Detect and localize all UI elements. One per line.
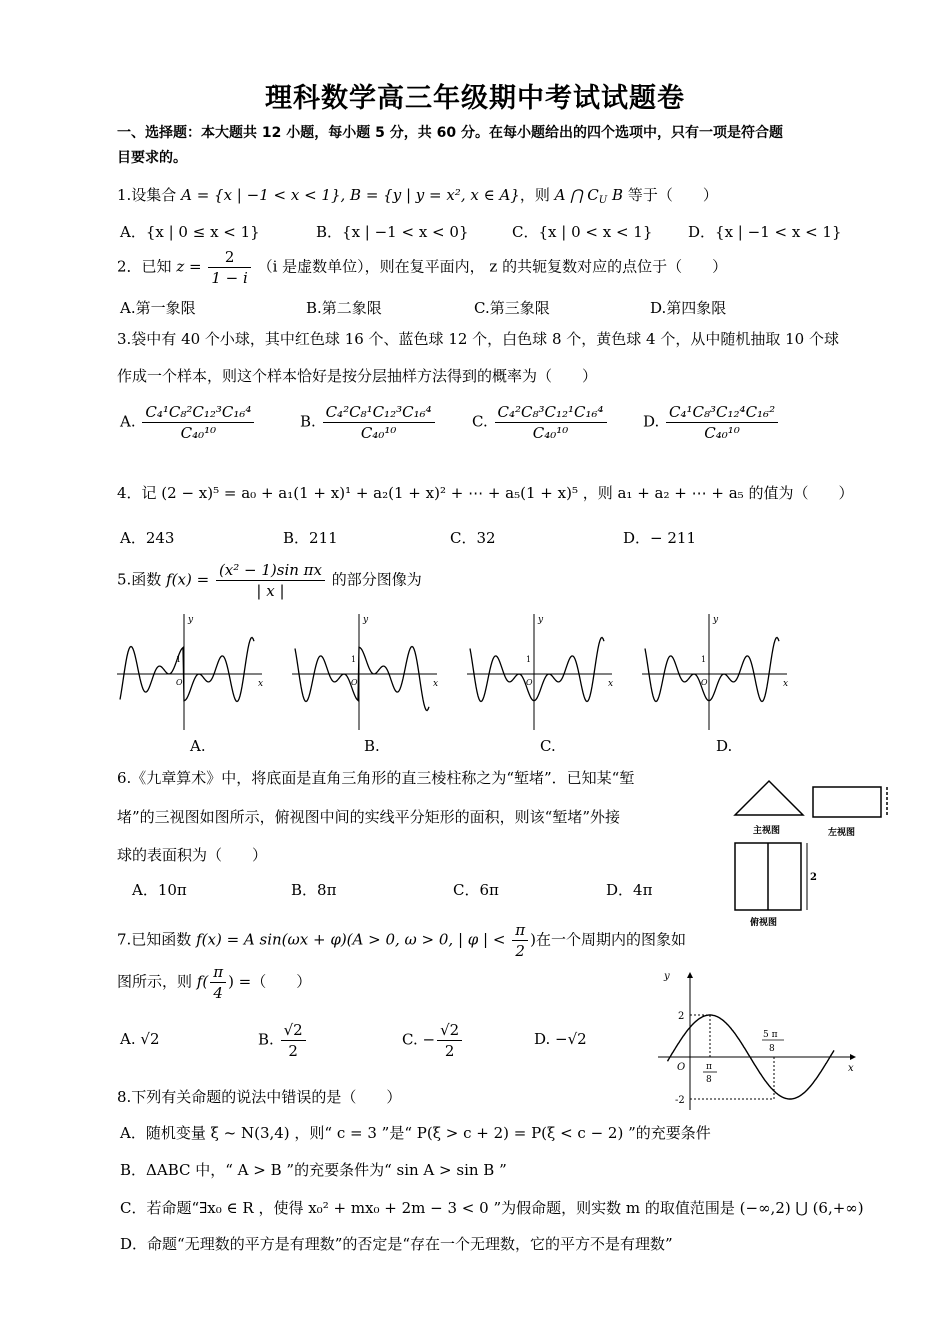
- question-7-line1: 7.已知函数 f(x) = A sin(ωx + φ)(A > 0, ω > 0, | φ | < $\frac{\pi}{2}$ )在一个周期内的图象如: [117, 921, 686, 960]
- q7-option-b: B. $\frac{√2}{2}$: [258, 1020, 308, 1061]
- q8-option-a: A．随机变量 ξ ~ N(3,4) ，则“ c = 3 ”是“ P(ξ > c + 2) = P(ξ < c − 2) ”的充要条件: [120, 1124, 711, 1142]
- question-3-line2: 作成一个样本，则这个样本恰好是按分层抽样方法得到的概率为（ ）: [117, 367, 598, 385]
- front-view-triangle: [735, 781, 803, 815]
- q6-option-b: B．8π: [291, 881, 337, 899]
- q5-curve: [645, 638, 779, 702]
- q5-label-a: A.: [190, 737, 206, 755]
- q6-option-a: A．10π: [132, 881, 187, 899]
- q5-curve: [120, 638, 254, 702]
- q7-x1-num: π: [706, 1062, 712, 1072]
- q5-tick-label: 1: [176, 655, 182, 664]
- section-instructions-line2: 目要求的。: [117, 150, 187, 166]
- q3-option-a: A. $\frac{\text{C₄¹C₈²C₁₂³C₁₆⁴}}{\text{C₄₀¹⁰}}$: [120, 402, 256, 443]
- q7-option-a: A. √2: [120, 1030, 160, 1048]
- q2-option-b: B.第二象限: [306, 299, 382, 317]
- q4-option-b: B．211: [283, 529, 338, 547]
- q2-fraction: $\frac{2}{1 - i}$: [208, 247, 250, 288]
- q5-graph-a: [117, 614, 263, 730]
- q4-option-c: C．32: [450, 529, 496, 547]
- q2-option-c: C.第三象限: [474, 299, 550, 317]
- q5-tick-label: 1: [701, 655, 707, 664]
- q7-x1-den: 8: [706, 1075, 712, 1085]
- question-2-stem: 2．已知 z = $\frac{2}{1 - i}$ （i 是虚数单位），则在复平面内， z 的共轭复数对应的点位于（ ）: [117, 248, 728, 287]
- q3-option-b: B. $\frac{\text{C₄²C₈¹C₁₂³C₁₆⁴}}{\text{C₄₀¹⁰}}$: [300, 402, 437, 443]
- q7-y-label: y: [664, 971, 670, 982]
- q5-tick-label: 1: [351, 655, 357, 664]
- q5-origin-label: O: [526, 678, 533, 687]
- question-6-line2: 堵”的三视图如图所示，俯视图中间的实线平分矩形的面积，则该“堑堵”外接: [117, 808, 621, 826]
- q7-x-label: x: [848, 1063, 854, 1074]
- q8-option-c: C．若命题“∃x₀ ∈ R ，使得 x₀² + mx₀ + 2m − 3 < 0 ”为假命题，则实数 m 的取值范围是 (−∞,2) ⋃ (6,+∞): [120, 1199, 864, 1217]
- q5-y-label: y: [538, 615, 544, 625]
- q4-option-a: A．243: [120, 529, 175, 547]
- q7-origin-label: O: [677, 1062, 686, 1073]
- question-7-line2: 图所示，则 f( $\frac{\pi}{4}$ ) =（ ）: [117, 963, 312, 1002]
- q5-label-d: D.: [716, 737, 733, 755]
- q7-sine-graph: [650, 965, 865, 1115]
- q5-x-label: x: [783, 679, 789, 689]
- q5-x-label: x: [608, 679, 614, 689]
- q5-label-b: B.: [364, 737, 380, 755]
- q5-curve: [470, 638, 604, 702]
- q1-option-a: A．{x | 0 ≤ x < 1}: [120, 223, 260, 241]
- exam-title: 理科数学高三年级期中考试试题卷: [265, 83, 685, 114]
- q5-y-label: y: [713, 615, 719, 625]
- question-3-line1: 3.袋中有 40 个小球，其中红色球 16 个、蓝色球 12 个，白色球 8 个，黄色球 4 个，从中随机抽取 10 个球: [117, 330, 839, 348]
- front-view-label: 主视图: [753, 826, 781, 836]
- top-view-label: 俯视图: [750, 918, 778, 928]
- question-1-stem: 1.设集合 A = {x | −1 < x < 1}, B = {y | y = x², x ∈ A}，则 A ⋂ $C_U$ B 等于（ ）: [117, 186, 718, 206]
- q1-option-b: B．{x | −1 < x < 0}: [316, 223, 469, 241]
- q6-option-d: D．4π: [606, 881, 653, 899]
- q5-origin-label: O: [351, 678, 358, 687]
- q2-option-d: D.第四象限: [650, 299, 727, 317]
- question-6-line3: 球的表面积为（ ）: [117, 846, 268, 864]
- q3-option-c: C. $\frac{\text{C₄²C₈³C₁₂¹C₁₆⁴}}{\text{C₄₀¹⁰}}$: [472, 402, 609, 443]
- q7-ymax-label: 2: [678, 1011, 685, 1022]
- q7-x2-num: 5 π: [763, 1030, 778, 1040]
- section-instructions-line1: 一、选择题：本大题共 12 小题，每小题 5 分，共 60 分。在每小题给出的四个选项中，只有一项是符合题: [117, 125, 783, 141]
- q7-option-c: C. − $\frac{√2}{2}$: [402, 1020, 464, 1061]
- q1-option-d: D．{x | −1 < x < 1}: [688, 223, 842, 241]
- q5-label-c: C.: [540, 737, 556, 755]
- q5-y-label: y: [188, 615, 194, 625]
- side-view-label: 左视图: [828, 828, 856, 838]
- question-4-stem: 4．记 (2 − x)⁵ = a₀ + a₁(1 + x)¹ + a₂(1 + x)² + ⋯ + a₅(1 + x)⁵ ，则 a₁ + a₂ + ⋯ + a₅ 的值为（ ）: [117, 484, 854, 502]
- question-8-stem: 8.下列有关命题的说法中错误的是（ ）: [117, 1088, 402, 1106]
- q5-graph-options: [112, 612, 792, 757]
- q5-graph-d: [642, 614, 788, 730]
- top-view-dim-label: 2: [810, 872, 817, 883]
- q5-x-label: x: [433, 679, 439, 689]
- q8-option-d: D．命题“无理数的平方是有理数”的否定是“存在一个无理数，它的平方不是有理数”: [120, 1235, 673, 1253]
- q7-x2-den: 8: [769, 1044, 775, 1054]
- q5-tick-label: 1: [526, 655, 532, 664]
- q8-option-b: B．ΔABC 中，“ A > B ”的充要条件为“ sin A > sin B ”: [120, 1161, 507, 1179]
- q2-option-a: A.第一象限: [120, 299, 196, 317]
- side-view-rect: [813, 787, 881, 817]
- q5-curve: [295, 647, 429, 711]
- question-5-stem: 5.函数 f(x) = $\frac{\text{(x² − 1)sin πx}}{| x |}$ 的部分图像为: [117, 561, 422, 600]
- q5-x-label: x: [258, 679, 264, 689]
- q1-option-c: C．{x | 0 < x < 1}: [512, 223, 653, 241]
- q4-option-d: D．− 211: [623, 529, 696, 547]
- q6-three-view-figure: [725, 775, 895, 935]
- q7-ymin-label: -2: [675, 1095, 685, 1106]
- q3-option-d: D. $\frac{\text{C₄¹C₈³C₁₂⁴C₁₆²}}{\text{C₄₀¹⁰}}$: [643, 402, 780, 443]
- q5-graph-b: [292, 614, 438, 730]
- q6-option-c: C．6π: [453, 881, 499, 899]
- q5-origin-label: O: [176, 678, 183, 687]
- question-6-line1: 6.《九章算术》中，将底面是直角三角形的直三棱柱称之为“堑堵”．已知某“堑: [117, 769, 635, 787]
- q5-y-label: y: [363, 615, 369, 625]
- q5-graph-c: [467, 614, 613, 730]
- q5-origin-label: O: [701, 678, 708, 687]
- q7-option-d: D. −√2: [534, 1030, 587, 1048]
